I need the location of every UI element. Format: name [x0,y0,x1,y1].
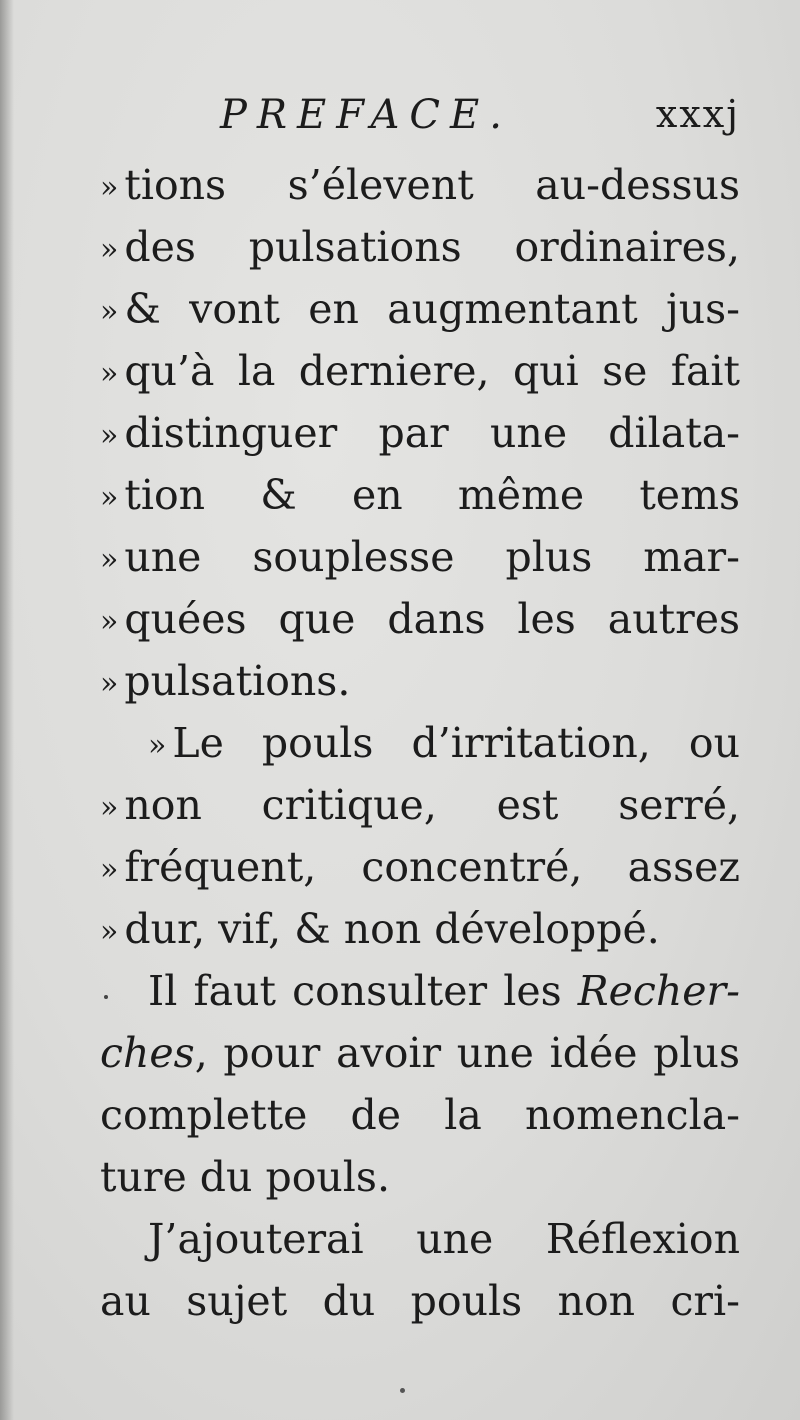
text-line: » fréquent, concentré, assez [100,843,740,891]
text-line: » quées que dans les autres [100,595,740,643]
text-line: » distinguer par une dilata- [100,409,740,457]
text-line: au sujet du pouls non cri- [100,1277,740,1325]
page-text [100,92,740,1332]
text-line: » dur, vif, & non développé. [100,905,660,953]
text-line: ture du pouls. [100,1153,390,1201]
ink-speck [104,995,108,999]
text-line: Il faut consulter les Recher- [148,967,740,1015]
text-line: complette de la nomencla- [100,1091,740,1139]
text-line: » des pulsations ordinaires, [100,223,740,271]
text-line: » Le pouls d’irritation, ou [148,719,740,767]
text-line: ches, pour avoir une idée plus [100,1029,740,1077]
text-line: » tions s’élevent au-dessus [100,161,740,209]
text-line: » non critique, est serré, [100,781,740,829]
text-line: » qu’à la derniere, qui se fait [100,347,740,395]
running-title: PREFACE. [220,92,512,138]
text-line: J’ajouterai une Réflexion [148,1215,740,1263]
page-number: xxxj [655,92,740,136]
text-line: » tion & en même tems [100,471,740,519]
gutter-shadow [0,0,14,1420]
text-line: » & vont en augmentant jus- [100,285,740,333]
text-line: » pulsations. [100,657,351,705]
ink-dot [400,1388,405,1393]
text-line: » une souplesse plus mar- [100,533,740,581]
page-header [100,92,740,154]
